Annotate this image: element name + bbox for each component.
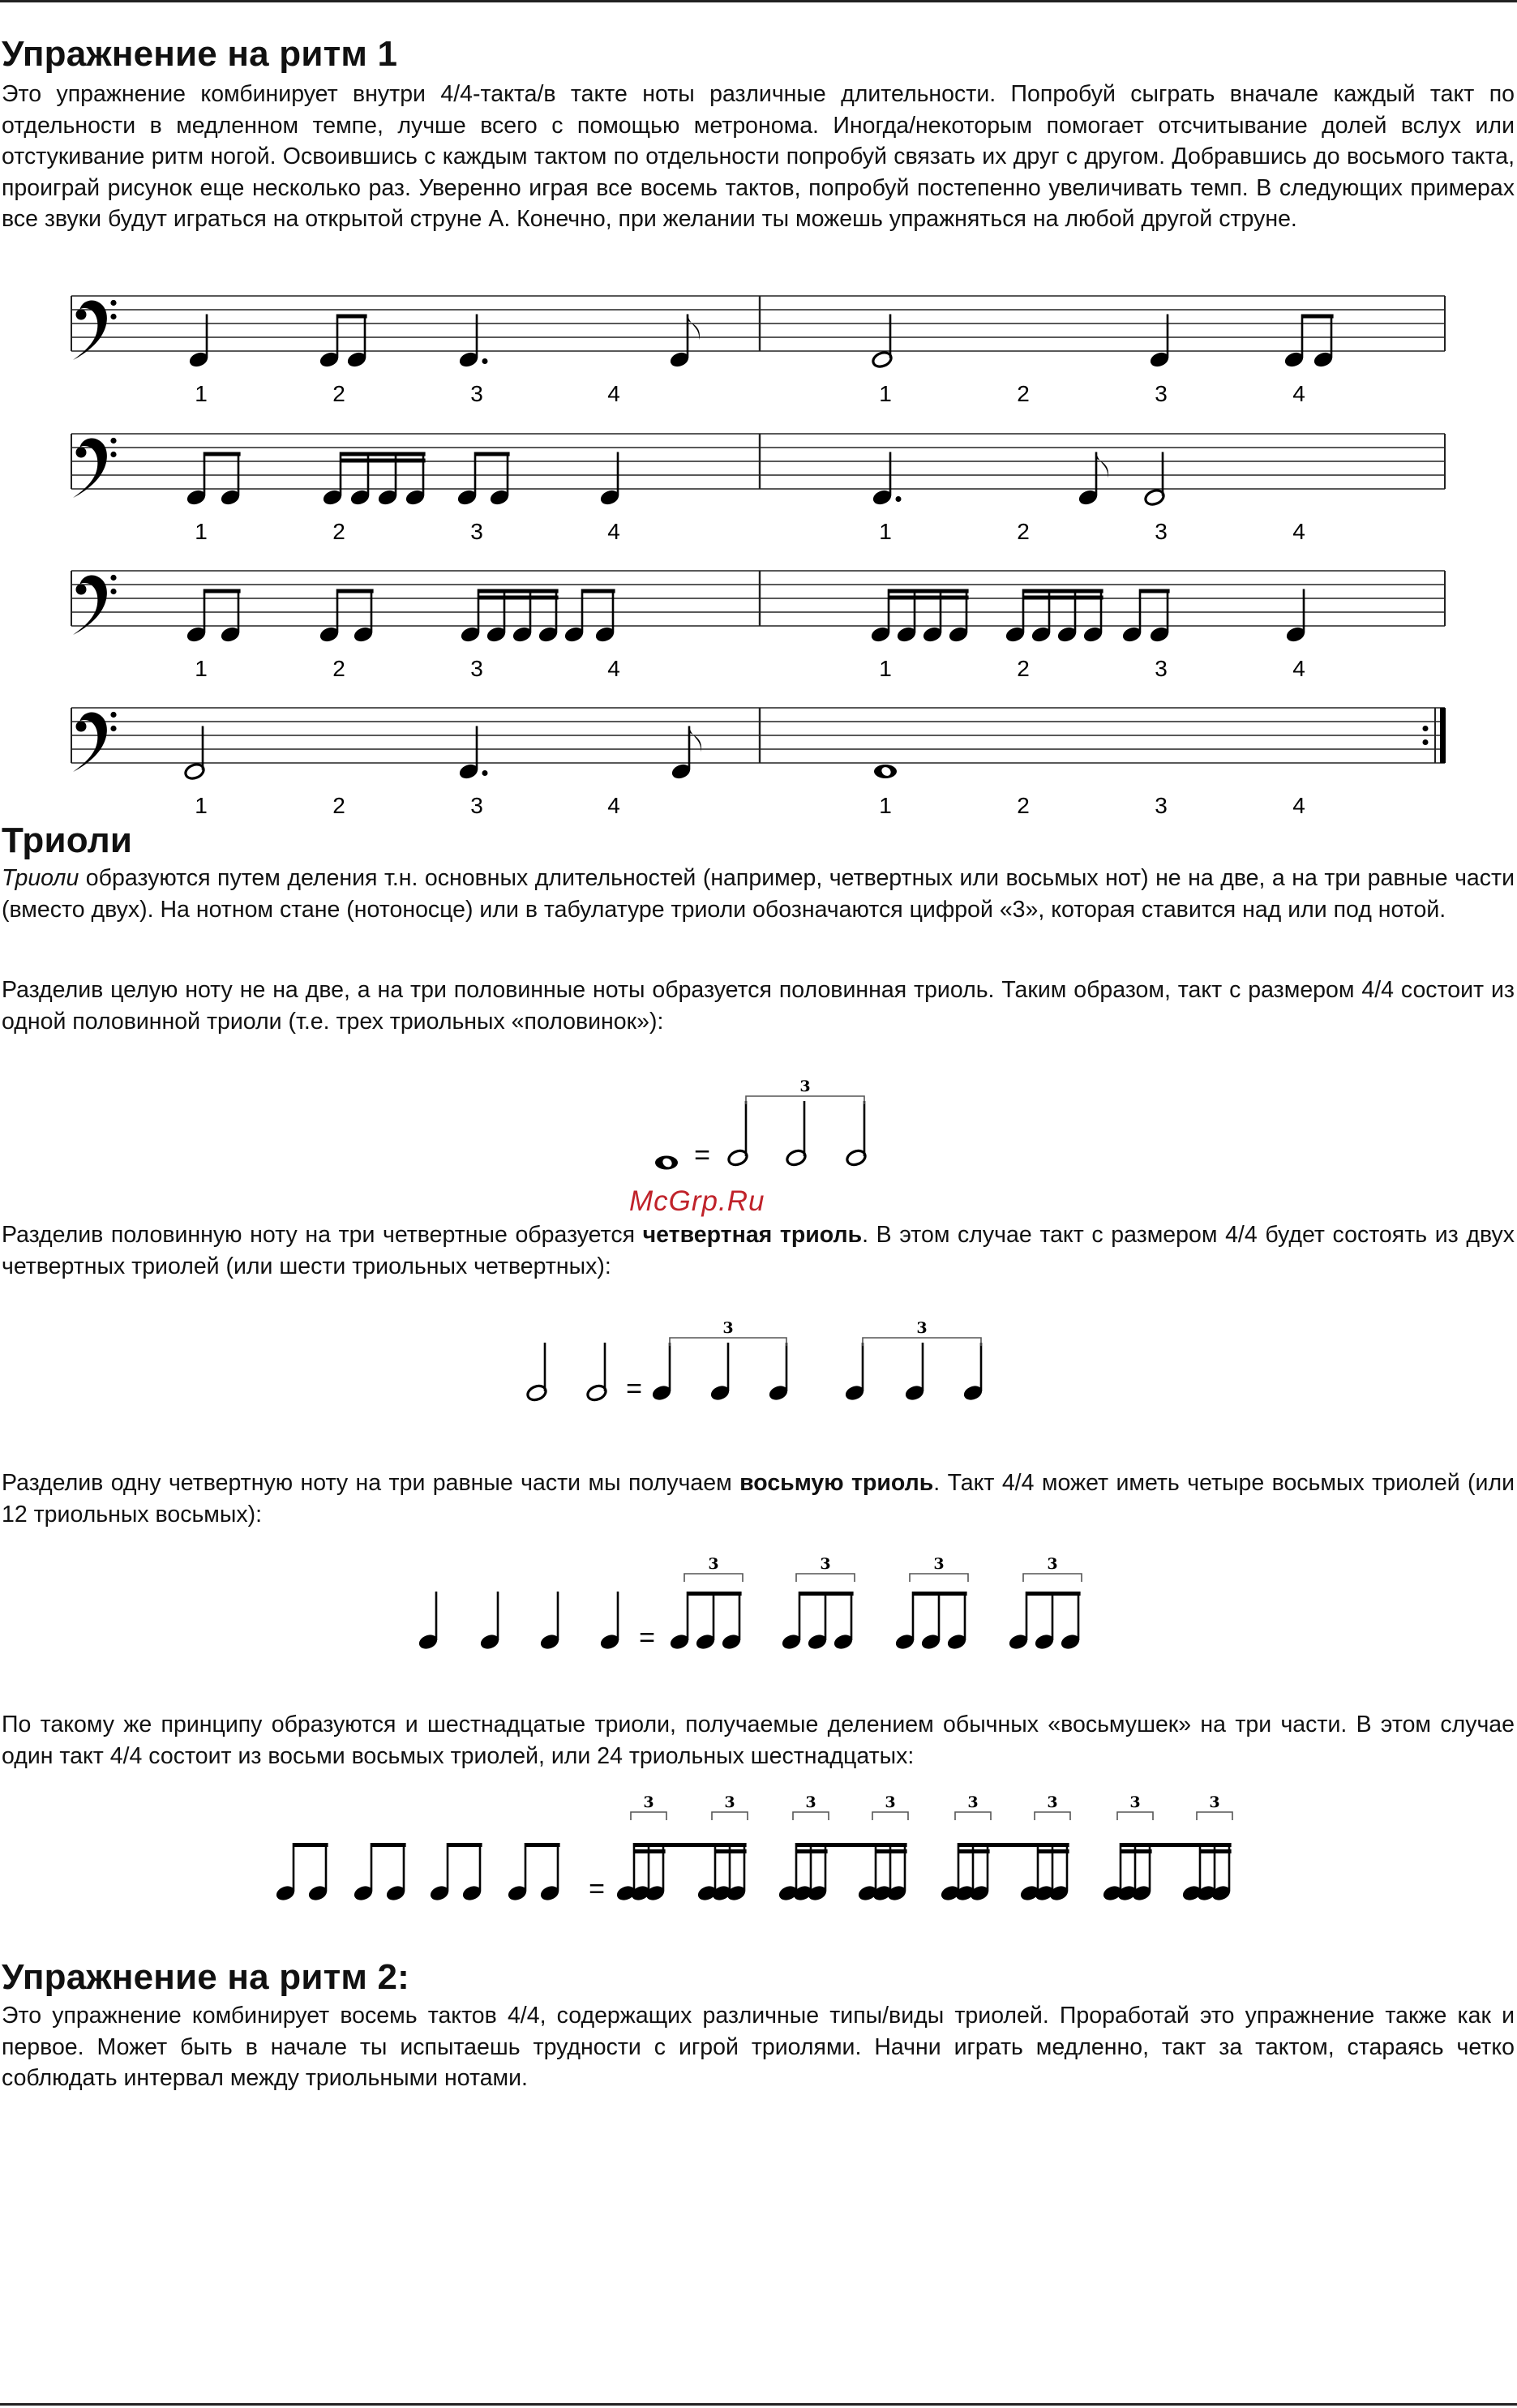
beat-number: 2	[332, 656, 345, 681]
eighth-flag	[688, 315, 700, 341]
triplet-bracket	[796, 1574, 855, 1582]
bass-clef-knob	[76, 722, 87, 732]
bass-clef-dot	[110, 589, 116, 594]
beam	[448, 1843, 482, 1847]
triplet-bracket	[1035, 1812, 1070, 1820]
p4-text-b: . Такт 4/4 может иметь четыре восьмых триолей (или 12 триольных восьмых):	[2, 1470, 1515, 1527]
bass-clef-dot	[110, 314, 116, 319]
beam	[204, 589, 241, 593]
bass-clef-dot	[110, 575, 116, 581]
triplet-bracket	[1023, 1574, 1082, 1582]
triplet-bracket	[793, 1812, 829, 1820]
beam	[1023, 589, 1103, 593]
bass-clef-dot	[110, 726, 116, 731]
bass-clef-knob	[76, 310, 87, 320]
figure-half-triplet	[0, 1054, 1517, 1176]
triplet-number: 3	[722, 1319, 734, 1337]
exercise1-text: Это упражнение комбинирует внутри 4/4-такта/в такте ноты различные длительности. Попробуй сыграть вначале каждый такт по отдельности в медленном темпе, лучше всего с помощью метронома. Иногда/некоторым помогает отсчитывание долей вслух или отстукивание ритм ногой. Освоившись с каждым тактом по отдельности попробуй связать их друг с другом. Добравшись до восьмого такта, проиграй рисунок еще несколько раз. Уверенно играя все восемь тактов, попробуй постепенно увеличивать темп. В следующих примерах все звуки будут играться на открытой струне А. Конечно, при желании ты можешь упражняться на любой другой струне.	[2, 81, 1515, 232]
bass-clef-knob	[76, 585, 87, 595]
beam	[337, 589, 374, 593]
beat-number: 1	[879, 793, 892, 818]
beat-number: 2	[332, 519, 345, 544]
beam	[1302, 315, 1334, 319]
p3-text-b: . В этом случае такт с размером 4/4 будет состоять из двух четвертных триолей (или шести триольных четвертных):	[2, 1222, 1515, 1279]
top-rule	[0, 0, 1517, 2]
triplet-bracket	[1117, 1812, 1153, 1820]
beam	[475, 452, 510, 456]
bass-clef-knob	[76, 448, 87, 458]
beam	[582, 589, 615, 593]
beam	[913, 1592, 967, 1596]
equals-sign: =	[694, 1140, 710, 1171]
triplet-number: 3	[820, 1555, 831, 1573]
beat-number: 3	[470, 381, 483, 406]
triplets-paragraph-3	[2, 1219, 1515, 1282]
repeat-dot	[1423, 739, 1429, 745]
beam	[889, 589, 969, 593]
beam	[1121, 1843, 1232, 1847]
beat-number: 1	[195, 793, 208, 818]
beat-number: 2	[332, 381, 345, 406]
figure-sixteenth-triplet	[0, 1788, 1517, 1909]
triplet-number: 3	[1209, 1793, 1220, 1811]
beam	[796, 1843, 907, 1847]
beat-number: 1	[195, 656, 208, 681]
triplet-number: 3	[1047, 1793, 1058, 1811]
beat-number: 2	[1017, 656, 1030, 681]
beat-number: 2	[1017, 793, 1030, 818]
triplet-number: 3	[799, 1078, 811, 1095]
equals-sign: =	[589, 1874, 605, 1905]
beat-number: 4	[1292, 381, 1305, 406]
bass-clef-dot	[110, 438, 116, 443]
bass-clef-dot	[110, 452, 116, 457]
dot	[482, 358, 488, 364]
exercise2-text: Это упражнение комбинирует восемь тактов 4/4, содержащих различные типы/виды триолей. Проработай это упражнение также как и первое. Может быть в начале ты испытаешь трудности с игрой триолями. Начни играть медленно, такт за тактом, стараясь четко соблюдать интервал между триольными нотами.	[2, 2003, 1515, 2091]
beat-number: 2	[1017, 519, 1030, 544]
triplet-bracket	[1197, 1812, 1232, 1820]
repeat-thick-line	[1440, 708, 1446, 763]
beam	[958, 1849, 990, 1853]
equals-sign: =	[639, 1622, 655, 1653]
beat-number: 3	[470, 519, 483, 544]
beam	[525, 1843, 560, 1847]
dot	[482, 770, 488, 776]
equals-sign: =	[626, 1373, 642, 1404]
beam	[1121, 1849, 1152, 1853]
triplets-p1-text: образуются путем деления т.н. основных длительностей (например, четвертных или восьмых нот) не на две, а на три равные части (вместо двух). На нотном стане (нотоносце) или в табулатуре триоли обозначаются цифрой «3», которая ставится над или под нотой.	[2, 865, 1515, 923]
triplet-number: 3	[933, 1555, 945, 1573]
beat-number: 1	[195, 381, 208, 406]
triplet-number: 3	[724, 1793, 735, 1811]
triplets-paragraph-4	[2, 1468, 1515, 1530]
beam	[371, 1843, 406, 1847]
triplet-number: 3	[805, 1793, 816, 1811]
beam	[478, 596, 559, 600]
staff-3	[0, 563, 1517, 684]
triplet-number: 3	[967, 1793, 979, 1811]
eighth-triplet-term: восьмую триоль	[739, 1470, 934, 1496]
triplet-number: 3	[1047, 1555, 1058, 1573]
bass-clef-dot	[110, 300, 116, 306]
beam	[796, 1849, 828, 1853]
beam	[341, 459, 426, 463]
beat-number: 1	[195, 519, 208, 544]
beat-number: 4	[1292, 656, 1305, 681]
p4-text-a: Разделив одну четвертную ноту на три равные части мы получаем	[2, 1470, 740, 1496]
beam	[799, 1592, 854, 1596]
beam	[204, 452, 241, 456]
beat-number: 4	[1292, 519, 1305, 544]
beat-number: 3	[1155, 519, 1168, 544]
triplet-bracket	[712, 1812, 748, 1820]
beat-number: 2	[1017, 381, 1030, 406]
eighth-flag	[689, 726, 701, 752]
eighth-flag	[1096, 452, 1108, 478]
beat-number: 4	[607, 381, 620, 406]
staff-4	[0, 700, 1517, 821]
triplets-term: Триоли	[2, 865, 79, 891]
beat-number: 3	[470, 656, 483, 681]
beat-number: 2	[332, 793, 345, 818]
beam	[715, 1849, 747, 1853]
beam	[337, 315, 367, 319]
triplet-number: 3	[643, 1793, 654, 1811]
figure-quarter-triplet	[0, 1297, 1517, 1419]
figure-eighth-triplet	[0, 1545, 1517, 1666]
bottom-rule	[0, 2403, 1517, 2406]
beam	[634, 1849, 666, 1853]
p3-text-a: Разделив половинную ноту на три четвертные образуется	[2, 1222, 643, 1248]
repeat-dot	[1423, 726, 1429, 731]
beam	[1023, 596, 1103, 600]
beat-number: 3	[1155, 793, 1168, 818]
beat-number: 1	[879, 656, 892, 681]
staff-1	[0, 288, 1517, 409]
triplet-bracket	[631, 1812, 666, 1820]
beat-number: 3	[1155, 381, 1168, 406]
beam	[341, 452, 426, 456]
watermark: McGrp.Ru	[629, 1185, 765, 1217]
triplet-bracket	[684, 1574, 743, 1582]
dot	[896, 496, 902, 502]
beam	[1200, 1849, 1232, 1853]
beam	[1026, 1592, 1081, 1596]
beat-number: 3	[470, 793, 483, 818]
beat-number: 1	[879, 519, 892, 544]
triplet-number: 3	[708, 1555, 719, 1573]
beam	[958, 1843, 1069, 1847]
triplets-paragraph-5: По такому же принципу образуются и шестнадцатые триоли, получаемые делением обычных «восьмушек» на три части. В этом случае один такт 4/4 состоит из восьми восьмых триолей, или 24 триольных шестнадцатых:	[2, 1712, 1515, 1769]
triplet-bracket	[872, 1812, 908, 1820]
beam	[889, 596, 969, 600]
bass-clef-dot	[110, 712, 116, 718]
beam	[1140, 589, 1170, 593]
exercise1-title: Упражнение на ритм 1	[2, 34, 398, 74]
beam	[478, 589, 559, 593]
triplet-bracket	[910, 1574, 968, 1582]
beat-number: 4	[607, 793, 620, 818]
staff-2	[0, 426, 1517, 547]
beat-number: 4	[607, 519, 620, 544]
beat-number: 4	[607, 656, 620, 681]
triplet-number: 3	[885, 1793, 896, 1811]
beam	[294, 1843, 328, 1847]
triplets-paragraph-2: Разделив целую ноту не на две, а на три половинные ноты образуется половинная триоль. Таким образом, такт с размером 4/4 состоит из одной половинной триоли (т.е. трех триольных «половинок»):	[2, 977, 1515, 1035]
triplet-number: 3	[1129, 1793, 1141, 1811]
beat-number: 3	[1155, 656, 1168, 681]
beat-number: 4	[1292, 793, 1305, 818]
beam	[1038, 1849, 1069, 1853]
triplets-paragraph-1	[2, 863, 1515, 925]
triplet-number: 3	[916, 1319, 928, 1337]
triplet-bracket	[955, 1812, 991, 1820]
beat-number: 1	[879, 381, 892, 406]
triplets-title: Триоли	[2, 821, 133, 860]
beam	[688, 1592, 742, 1596]
beam	[876, 1849, 907, 1853]
beam	[634, 1843, 747, 1847]
quarter-triplet-term: четвертная триоль	[642, 1222, 863, 1248]
exercise2-title: Упражнение на ритм 2:	[2, 1957, 410, 1997]
